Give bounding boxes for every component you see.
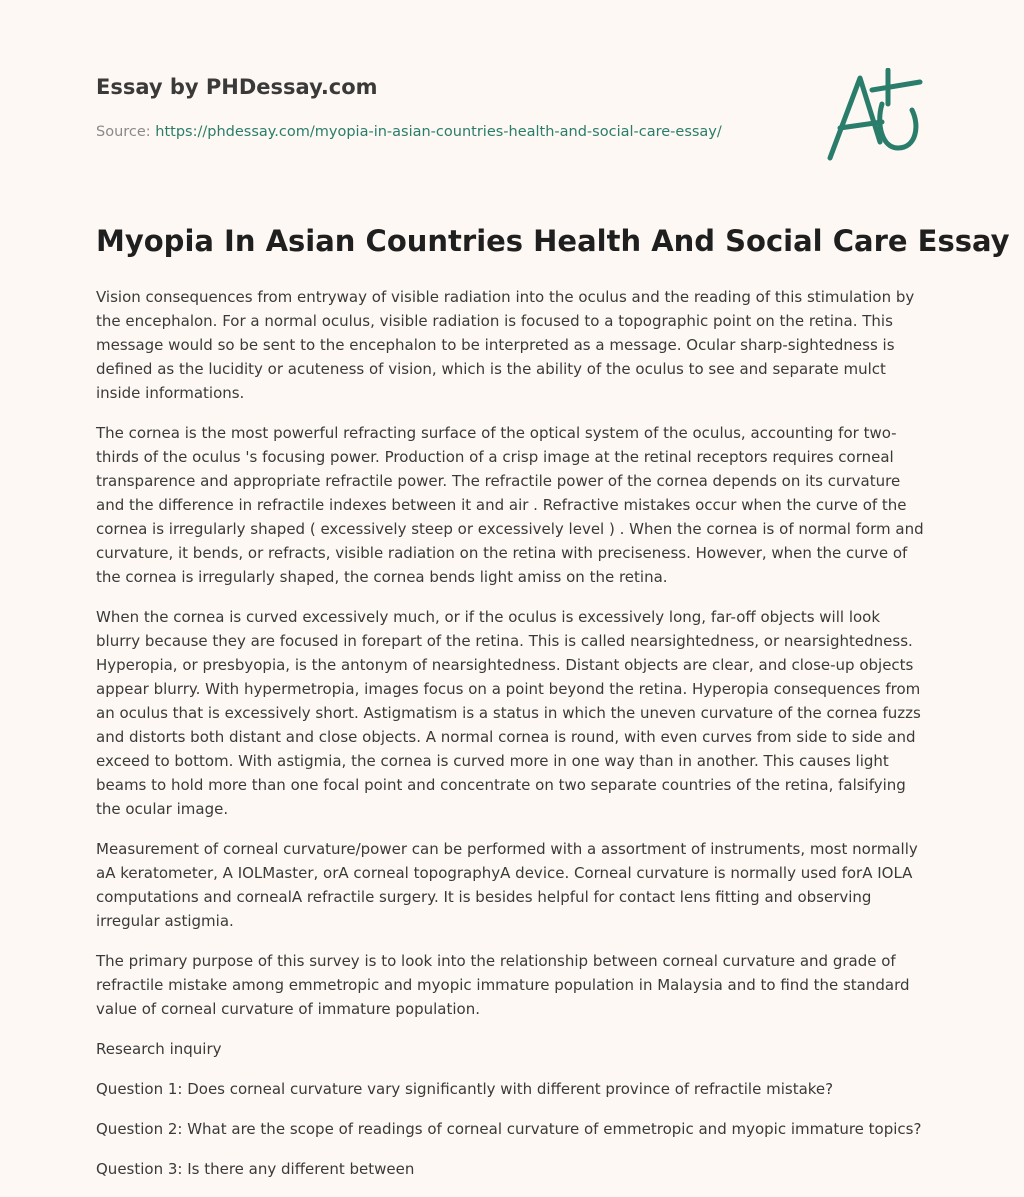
research-question: Question 1: Does corneal curvature vary significantly with different province of refractile mistake?: [96, 1080, 834, 1098]
essay-paragraph: When the cornea is curved excessively much, or if the oculus is excessively long, far-off objects will look blurry because they are focused in forepart of the retina. This is called nearsightedness, or nearsightedness. Hyperopia, or presbyopia, is the antonym of nearsightedness. Distant objects are clear, and close-up objects appear blurry. With hypermetropia, images focus on a point beyond the retina. Hyperopia consequences from an oculus that is excessively short. Astigmatism is a status in which the uneven curvature of the cornea fuzzs and distorts both distant and close objects. A normal cornea is round, with even curves from side to side and exceed to bottom. With astigmia, the cornea is curved more in one way than in another. This causes light beams to hold more than one focal point and concentrate on two separate countries of the retina, falsifying the ocular image.: [96, 608, 921, 818]
site-title: Essay by PHDessay.com: [96, 75, 378, 99]
essay-paragraph: Vision consequences from entryway of visible radiation into the oculus and the reading of this stimulation by the encephalon. For a normal oculus, visible radiation is focused to a topographic point on the retina. This message would so be sent to the encephalon to be interpreted as a message. Ocular sharp-sightedness is defined as the lucidity or acuteness of vision, which is the ability of the oculus to see and separate mulct inside informations.: [96, 288, 915, 402]
research-question: Question 3: Is there any different between: [96, 1160, 415, 1178]
essay-page: [96, 0, 1010, 1178]
essay-body: [96, 285, 928, 1197]
essay-paragraph: The primary purpose of this survey is to look into the relationship between corneal curvature and grade of refractile mistake among emmetropic and myopic immature population in Malaysia and to find the standard value of corneal curvature of immature population.: [96, 952, 910, 1018]
source-link[interactable]: https://phdessay.com/myopia-in-asian-countries-health-and-social-care-essay/: [155, 124, 722, 140]
research-question: Question 2: What are the scope of readings of corneal curvature of emmetropic and myopic immature topics?: [96, 1120, 922, 1138]
page-header: [96, 0, 1010, 258]
source-label: Source:: [96, 124, 151, 140]
essay-paragraph: The cornea is the most powerful refracting surface of the optical system of the oculus, accounting for two-thirds of the oculus 's focusing power. Production of a crisp image at the retinal receptors requires corneal transparence and appropriate refractile power. The refractile power of the cornea depends on its curvature and the difference in refractile indexes between it and air . Refractive mistakes occur when the curve of the cornea is irregularly shaped ( excessively steep or excessively level ) . When the cornea is of normal form and curvature, it bends, or refracts, visible radiation on the retina with preciseness. However, when the curve of the cornea is irregularly shaped, the cornea bends light amiss on the retina.: [96, 424, 924, 586]
source-line: [96, 124, 722, 140]
research-heading: Research inquiry: [96, 1040, 222, 1058]
a-plus-logo-icon: [822, 68, 926, 164]
essay-paragraph: Measurement of corneal curvature/power can be performed with a assortment of instruments, most normally aA keratometer, A IOLMaster, orA corneal topographyA device. Corneal curvature is normally used forA IOLA computations and cornealA refractile surgery. It is besides helpful for contact lens fitting and observing irregular astigmia.: [96, 840, 918, 930]
essay-title: Myopia In Asian Countries Health And Social Care Essay: [96, 224, 1010, 258]
